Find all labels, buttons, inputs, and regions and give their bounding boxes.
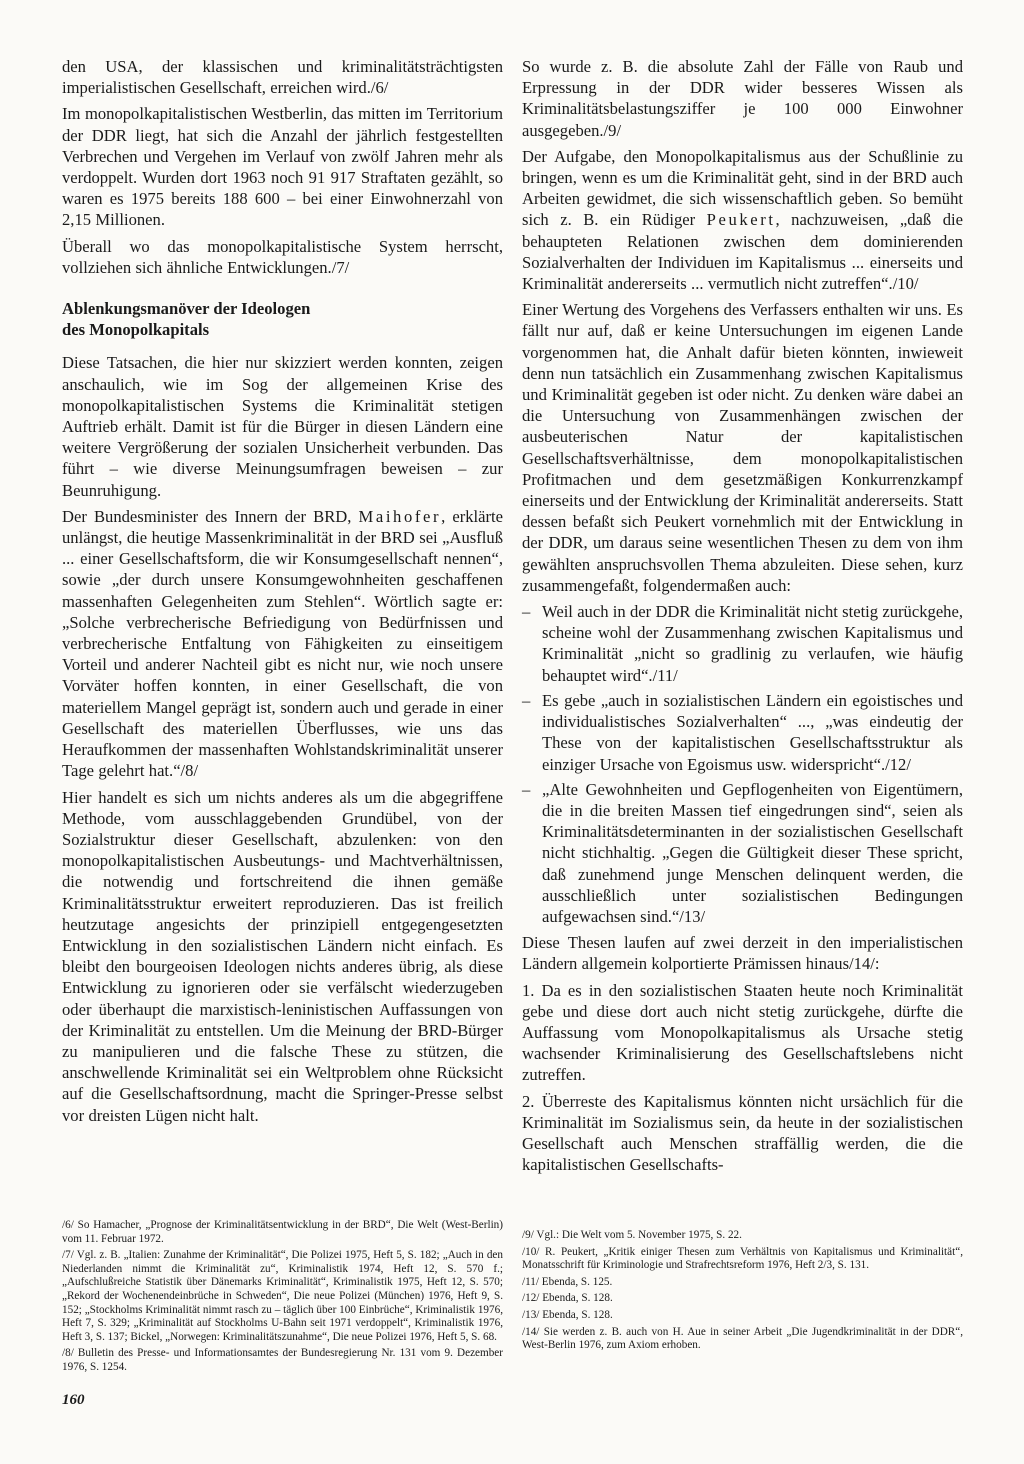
footnote: /14/ Sie werden z. B. auch von H. Aue in seiner Arbeit „Die Jugendkriminalität in der DDR“, West-Berlin 1976, zum Axiom erhoben. (522, 1325, 963, 1352)
section-heading-line-1: Ablenkungsmanöver der Ideologen (62, 299, 311, 319)
paragraph (62, 506, 503, 782)
paragraph: So wurde z. B. die absolute Zahl der Fälle von Raub und Erpressung in der DDR wider besseres Wissen als Kriminalitätsbelastungsziffer je 100 000 Einwohner ausgegeben./9/ (522, 57, 963, 140)
footnote: /8/ Bulletin des Presse- und Informationsamtes der Bundesregierung Nr. 131 vom 9. Dezember 1976, S. 1254. (62, 1347, 503, 1373)
section-heading (62, 298, 503, 340)
paragraph: den USA, der klassischen und kriminalitätsträchtigsten imperialistischen Gesellschaft, erreichen wird./6/ (62, 57, 503, 98)
paragraph-text: Der Aufgabe, den Monopolkapitalismus aus der Schußlinie zu bringen, wenn es um die Kriminalität geht, sind in der BRD auch Arbeiten gewidmet, die sich wissenschaftlich geben. So bemüht sich z. B. ein Rüdiger (522, 146, 963, 230)
left-footnotes (62, 1219, 503, 1378)
paragraph: Diese Thesen laufen auf zwei derzeit in den imperialistischen Ländern allgemein kolportierte Prämissen hinaus/14/: (522, 933, 963, 974)
paragraph-text: , nachzuweisen, „daß die behaupteten Relationen zwischen dem dominierenden Sozialverhalten der Individuen im Kapitalismus ... einerseits und Kriminalität andererseits ... vermutlich nicht zutreffen“./10/ (522, 210, 963, 294)
paragraph: Hier handelt es sich um nichts anderes als um die abgegriffene Methode, vom ausschlaggebenden Grundübel, von der Sozialstruktur dieser Gesellschaft, abzulenken: von den monopolkapitalistischen Ausbeutungs- und Machtverhältnissen, die notwendig und fortschreitend die ihnen gemäße Kriminalitätsstruktur erweitert reproduzieren. Das ist freilich heutzutage angesichts der prinzipiell entgegengesetzten Entwicklung in den sozialistischen Ländern nicht einfach. Es bleibt den bourgeoisen Ideologen nichts anderes übrig, als diese Entwicklung zu ignorieren oder sie verfälscht wiederzugeben oder überhaupt die marxistisch-leninistischen Auffassungen von der Kriminalität zu entstellen. Um die Meinung der BRD-Bürger zu manipulieren und die falsche These zu stützen, die anschwellende Kriminalität sei ein Weltproblem ohne Rücksicht auf die Gesellschaftsordnung, macht die Springer-Presse selbst vor dreisten Lügen nicht halt. (62, 787, 503, 1125)
footnote: /7/ Vgl. z. B. „Italien: Zunahme der Kriminalität“, Die Polizei 1975, Heft 5, S. 182; „Auch in den Niederlanden nimmt die Kriminalität zu“, Kriminalistik 1974, Heft 12, S. 570 f.; „Aufschlußreiche Statistik über Dänemarks Kriminalität“, Kriminalistik 1975, Heft 12, S. 570; „Rekord der Wochenendeinbrüche in Schweden“, Die neue Polizei (München) 1976, Heft 9, S. 152; „Stockholms Kriminalität nimmt rasch zu – täglich über 100 Einbrüche“, Kriminalistik 1976, Heft 7, S. 329; „Kriminalität auf Stockholms U-Bahn seit 1971 verdoppelt“, Kriminalistik 1976, Heft 3, S. 137; Bickel, „Norwegen: Kriminalitätszunahme“, Die neue Polizei 1976, Heft 5, S. 68. (62, 1249, 503, 1343)
list-item: – „Alte Gewohnheiten und Gepflogenheiten von Eigentümern, die in die breiten Massen tief eingedrungen sind“, seien als Kriminalitätsdeterminanten in der sozialistischen Gesellschaft nicht stichhaltig. „Gegen die Gültigkeit dieser These spricht, daß zunehmend junge Menschen delinquent werden, die ausschließlich unter sozialistischen Bedingungen aufgewachsen sind.“/13/ (522, 779, 963, 927)
paragraph: Diese Tatsachen, die hier nur skizziert werden konnten, zeigen anschaulich, wie im Sog der allgemeinen Krise des monopolkapitalistischen Systems die Kriminalität stetigen Auftrieb erhält. Damit ist für die Bürger in diesen Ländern eine weitere Vergrößerung der sozialen Unsicherheit verbunden. Das führt – wie diverse Meinungsumfragen beweisen – zur Beunruhigung. (62, 353, 503, 500)
numbered-paragraph: 2. Überreste des Kapitalismus könnten nicht ursächlich für die Kriminalität im Sozialismus sein, da heute in der sozialistischen Gesellschaft auch Menschen straffällig werden, die die kapitalistischen Gesellschafts- (522, 1091, 963, 1175)
list-item: – Es gebe „auch in sozialistischen Ländern ein egoistisches und individualistisches Sozialverhalten“ ..., „was eindeutig der These von der kapitalistischen Gesellschaftsstruktur als einziger Ursache von Egoismus usw. widerspricht“./12/ (522, 690, 963, 775)
left-column (62, 56, 503, 1131)
paragraph: Überall wo das monopolkapitalistische System herrscht, vollziehen sich ähnliche Entwicklungen./7/ (62, 236, 503, 277)
paragraph-text: , erklärte unlängst, die heutige Massenkriminalität in der BRD sei „Ausfluß ... einer Gesellschaftsform, die wir Konsumgesellschaft nennen“, sowie „der durch unsere Konsumgewohnheiten geschaffenen massenhaften Gelegenheiten zum Stehlen“. Wörtlich sagte er: „Solche verbrecherische Befriedigung von Bedürfnissen und verbrecherische Entfaltung von Fähigkeiten zu einseitigem Vorteil und anderer Nachteil gibt es nicht nur, wie noch unsere Vorväter hoffen konnten, in einer Gesellschaft, die von materiellem Mangel geprägt ist, sondern auch und gerade in einer Gesellschaft des materiellen Überflusses, wie uns das Heraufkommen der massenhaften Wohlstandskriminalität unserer Tage gelehrt hat.“/8/ (62, 506, 503, 781)
right-column (522, 56, 963, 1180)
paragraph (522, 146, 963, 294)
footnote: /13/ Ebenda, S. 128. (522, 1308, 613, 1321)
paragraph-text: Der Bundesminister des Innern der BRD, (62, 506, 352, 526)
right-footnotes (522, 1229, 963, 1356)
footnote: /11/ Ebenda, S. 125. (522, 1275, 613, 1288)
footnote: /6/ So Hamacher, „Prognose der Kriminalitätsentwicklung in der BRD“, Die Welt (West-Berlin) vom 11. Februar 1972. (62, 1219, 503, 1245)
numbered-paragraph: 1. Da es in den sozialistischen Staaten heute noch Kriminalität gebe und diese dort auch nicht stetig zurückgehe, dürfte die Auffassung vom Monopolkapitalismus als Ursache stetig wachsender Kriminalisierung des Gesellschaftslebens nicht zutreffen. (522, 980, 963, 1085)
footnote: /12/ Ebenda, S. 128. (522, 1292, 613, 1305)
paragraph: Einer Wertung des Vorgehens des Verfassers enthalten wir uns. Es fällt nur auf, daß er keine Untersuchungen im eigenen Lande vorgenommen hat, die Anhalt dafür bieten könnten, inwieweit denn nun tatsächlich ein Zusammenhang zwischen Kapitalismus und Kriminalität gegeben ist oder nicht. Zu denken wäre dabei an die Untersuchung von Zusammenhängen zwischen der ausbeuterischen Natur der kapitalistischen Gesellschaftsverhältnisse, dem monopolkapitalistischen Profitmachen und dem gesetzmäßigen Konkurrenzkampf einerseits und der Entwicklung der Kriminalität andererseits. Statt dessen befaßt sich Peukert vornehmlich mit der Entwicklung in der DDR, um daraus seine wesentlichen Thesen zu dem von ihm gewählten anspruchsvollen Thema abzuleiten. Diese sehen, kurz zusammengefaßt, folgendermaßen auch: (522, 300, 963, 595)
section-heading-line-2: des Monopolkapitals (62, 320, 210, 340)
dash-list (522, 601, 963, 927)
page-number: 160 (62, 1392, 85, 1408)
footnote: /9/ Vgl.: Die Welt vom 5. November 1975, S. 22. (522, 1229, 742, 1241)
footnote: /10/ R. Peukert, „Kritik einiger Thesen zum Verhältnis von Kapitalismus und Kriminalität“, Monatsschrift für Kriminologie und Strafrechtsreform 1976, Heft 2/3, S. 131. (522, 1245, 963, 1272)
list-item: – Weil auch in der DDR die Kriminalität nicht stetig zurückgehe, scheine wohl der Zusammenhang zwischen Kapitalismus und Kriminalität „nicht so gradlinig zu verlaufen, wie häufig behauptet wird“./11/ (522, 601, 963, 686)
spaced-name: Maihofer (358, 506, 442, 526)
spaced-name: Peukert (706, 210, 776, 230)
paragraph: Im monopolkapitalistischen Westberlin, das mitten im Territorium der DDR liegt, hat sich die Anzahl der jährlich festgestellten Verbrechen und Vergehen im Verlauf von zwölf Jahren mehr als verdoppelt. Wurden dort 1963 noch 91 917 Straftaten gezählt, so waren es 1975 bereits 188 600 – bei einer Einwohnerzahl von 2,15 Millionen. (62, 104, 503, 230)
